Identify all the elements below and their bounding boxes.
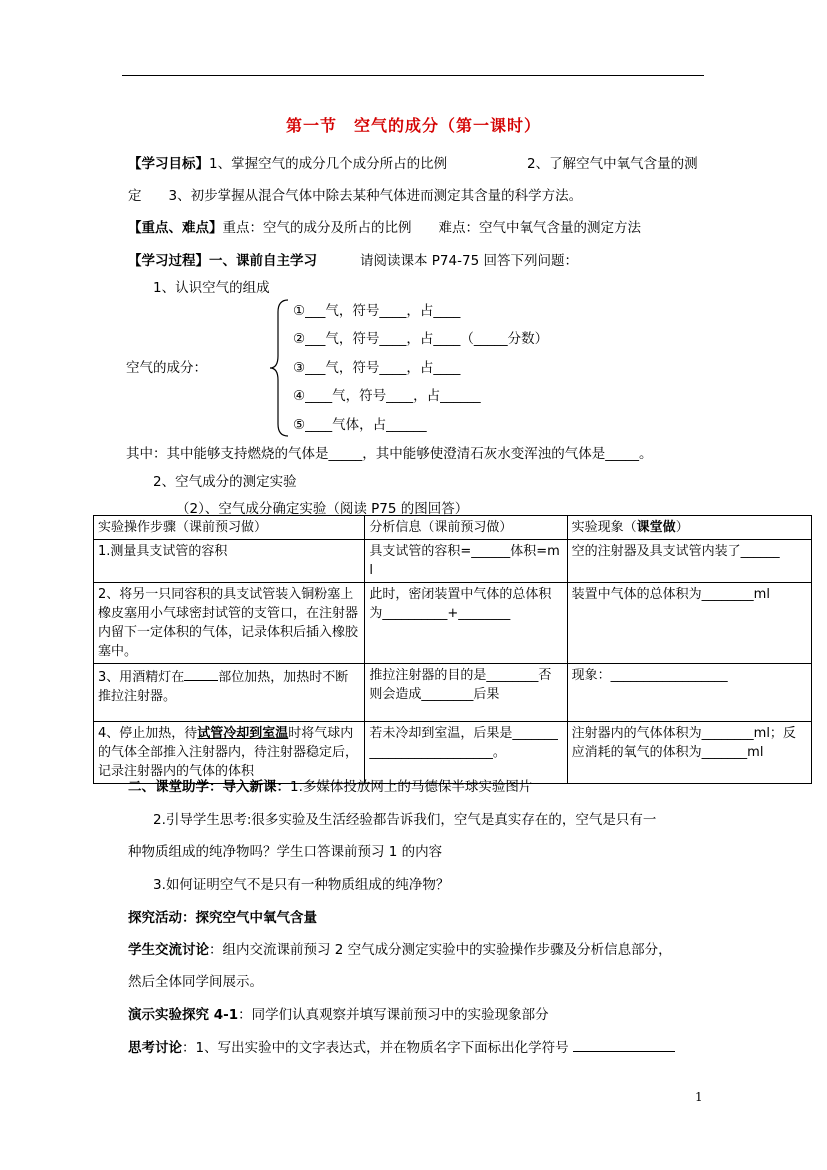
header-step: 实验操作步骤（课前预习做） — [94, 516, 365, 540]
think-blank — [573, 1037, 675, 1052]
row3-step-a: 3、用酒精灯在 — [98, 670, 185, 685]
row3-analysis: 推拉注射器的目的是________否则会造成________后果 — [365, 664, 567, 722]
process-item1: 1、认识空气的组成 — [153, 280, 270, 296]
demo-text: ：同学们认真观察并填写课前预习中的实验现象部分 — [238, 1007, 549, 1023]
process-instruction: 请阅读课本 P74-75 回答下列问题： — [360, 253, 578, 269]
objectives-label: 【学习目标】 — [128, 156, 209, 172]
classroom-think — [128, 1036, 675, 1056]
experiment-table — [93, 515, 812, 784]
think-label: 思考讨论 — [128, 1040, 182, 1056]
row1-step: 1.测量具支试管的容积 — [94, 540, 365, 583]
process-item2-sub: （2）、空气成分确定实验（阅读 P75 的图回答） — [176, 501, 469, 517]
key-points-label: 【重点、难点】 — [128, 220, 223, 236]
objective-2: 2、了解空气中氧气含量的测 — [527, 156, 698, 172]
key-points — [128, 216, 641, 236]
row4-phenomenon: 注射器内的气体体积为________ml；反应消耗的氧气的体积为_______ml — [567, 722, 811, 784]
header-phenomenon-bold: 课堂做 — [636, 520, 676, 535]
table-row — [94, 540, 812, 583]
classroom-q3: 3.如何证明空气不是只有一种物质组成的纯净物？ — [153, 877, 450, 893]
row3-step-b: 部位加热，加热时不断推拉注射器。 — [98, 670, 349, 704]
key-points-text: 重点：空气的成分及所占的比例 难点：空气中氧气含量的测定方法 — [222, 220, 641, 236]
classroom-demo — [128, 1003, 549, 1023]
row3-phenomenon: 现象：__________________ — [567, 664, 811, 722]
row3-step — [94, 664, 365, 722]
classroom-q2-line1: 2.引导学生思考:很多实验及生活经验都告诉我们，空气是真实存在的，空气是只有一 — [153, 812, 657, 828]
row4-step-b: 时将气球内的气体全部推入注射器内，待注射器稳定后，记录注射器内的气体的体积 — [98, 726, 359, 779]
table-row — [94, 664, 812, 722]
classroom-intro — [128, 775, 532, 795]
row4-step-a: 4、停止加热，待 — [98, 726, 198, 741]
row1-phenomenon: 空的注射器及具支试管内装了______ — [567, 540, 811, 583]
component-2: ②___气，符号____，占____（_____分数） — [293, 331, 549, 347]
header-rule — [122, 75, 704, 76]
page-title: 第一节 空气的成分（第一课时） — [285, 116, 541, 135]
component-3: ③___气，符号____，占____ — [293, 360, 461, 376]
process-label: 【学习过程】一、课前自主学习 — [128, 253, 317, 269]
objectives-line1 — [128, 152, 447, 172]
row2-analysis: 此时，密闭装置中气体的总体积为__________+________ — [365, 583, 567, 664]
page-number: 1 — [695, 1090, 703, 1104]
classroom-discussion-line2: 然后全体同学间展示。 — [128, 974, 263, 990]
brace-icon — [268, 298, 290, 438]
component-1: ①___气，符号____，占____ — [293, 303, 461, 319]
header-phenomenon-c: ） — [675, 520, 689, 535]
classroom-label: 二、课堂助学：导入新课： — [128, 779, 290, 795]
table-header-row — [94, 516, 812, 540]
component-5: ⑤____气体，占______ — [293, 417, 427, 433]
header-phenomenon-a: 实验现象（ — [571, 520, 637, 535]
row2-step: 2、将另一只同容积的具支试管装入铜粉塞上橡皮塞用小气球密封试管的支管口，在注射器内留下一定体积的气体，记录体积后插入橡胶塞中。 — [94, 583, 365, 664]
composition-label: 空气的成分： — [126, 360, 207, 376]
header-phenomenon — [567, 516, 811, 540]
think-text: ：1、写出实验中的文字表达式，并在物质名字下面标出化学符号 — [182, 1040, 569, 1056]
row1-analysis: 具支试管的容积=______体积=ml — [365, 540, 567, 583]
header-analysis: 分析信息（课前预习做） — [365, 516, 567, 540]
discussion-label: 学生交流讨论 — [128, 942, 209, 958]
classroom-discussion-line1 — [128, 938, 672, 958]
discussion-text: ：组内交流课前预习 2 空气成分测定实验中的实验操作步骤及分析信息部分， — [209, 942, 672, 958]
classroom-activity: 探究活动：探究空气中氧气含量 — [128, 910, 317, 926]
row3-blank — [184, 666, 218, 681]
classroom-intro-text: 1.多媒体投放网上的马德保半球实验图片 — [290, 779, 533, 795]
table-row — [94, 583, 812, 664]
row4-step-bold: 试管冷却到室温 — [197, 726, 289, 741]
row2-phenomenon: 装置中气体的总体积为________ml — [567, 583, 811, 664]
process-note: 其中：其中能够支持燃烧的气体是_____，其中能够使澄清石灰水变浑浊的气体是_____。 — [126, 446, 653, 462]
demo-label: 演示实验探究 4-1 — [128, 1007, 239, 1023]
component-4: ④____气，符号____，占______ — [293, 388, 481, 404]
process-item2: 2、空气成分的测定实验 — [153, 474, 297, 490]
process-heading — [128, 249, 317, 269]
classroom-q2-line2: 种物质组成的纯净物吗？学生口答课前预习 1 的内容 — [128, 844, 443, 860]
row4-analysis: 若未冷却到室温，后果是__________________________。 — [365, 722, 567, 784]
objectives-line2: 定 3、初步掌握从混合气体中除去某种气体进而测定其含量的科学方法。 — [128, 188, 583, 204]
objective-1: 1、掌握空气的成分几个成分所占的比例 — [209, 156, 448, 172]
